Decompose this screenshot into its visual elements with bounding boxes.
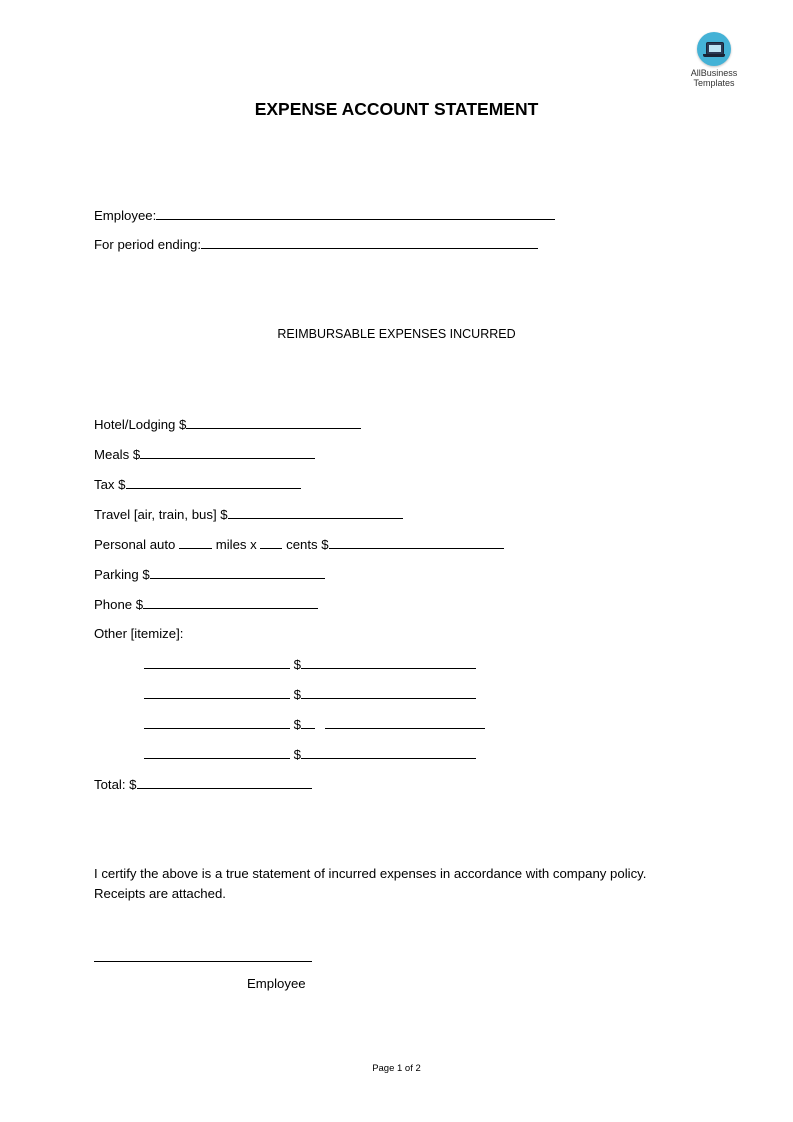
other-item-desc-blank[interactable] <box>144 716 290 729</box>
total-blank[interactable] <box>137 776 312 789</box>
section-heading: REIMBURSABLE EXPENSES INCURRED <box>277 327 516 341</box>
tax-blank[interactable] <box>126 476 301 489</box>
dollar-sign: $ <box>293 717 302 732</box>
cents-label: cents $ <box>286 537 329 552</box>
other-heading: Other [itemize]: <box>94 626 184 641</box>
travel-blank[interactable] <box>228 506 403 519</box>
parking-row <box>94 566 325 583</box>
total-label: Total: $ <box>94 777 137 792</box>
period-field <box>94 236 538 253</box>
certification-line-1: I certify the above is a true statement of incurred expenses in accordance with company policy. <box>94 866 647 881</box>
tax-row <box>94 476 301 493</box>
employee-label: Employee: <box>94 208 157 223</box>
other-item-short-blank[interactable] <box>301 716 315 729</box>
tax-label: Tax $ <box>94 477 126 492</box>
travel-label: Travel [air, train, bus] $ <box>94 507 228 522</box>
other-item-row <box>144 716 485 733</box>
dollar-sign: $ <box>293 657 302 672</box>
dollar-sign: $ <box>293 747 302 762</box>
meals-label: Meals $ <box>94 447 141 462</box>
logo-line-2: Templates <box>693 78 735 88</box>
other-item-row <box>144 686 476 703</box>
signature-line[interactable] <box>94 961 312 962</box>
page-number: Page 1 of 2 <box>372 1063 421 1074</box>
hotel-row <box>94 416 361 433</box>
hotel-label: Hotel/Lodging $ <box>94 417 187 432</box>
parking-blank[interactable] <box>150 566 325 579</box>
total-row <box>94 776 312 793</box>
other-item-row <box>144 746 476 763</box>
dollar-sign: $ <box>293 687 302 702</box>
laptop-icon <box>697 32 731 66</box>
personal-auto-amount-blank[interactable] <box>329 536 504 549</box>
other-item-row <box>144 656 476 673</box>
logo-line-1: AllBusiness <box>690 68 738 78</box>
other-item-desc-blank[interactable] <box>144 746 290 759</box>
signature-label: Employee <box>247 976 306 991</box>
miles-label: miles x <box>215 537 257 552</box>
other-item-amount-blank[interactable] <box>301 656 476 669</box>
meals-blank[interactable] <box>140 446 315 459</box>
phone-row <box>94 596 318 613</box>
meals-row <box>94 446 315 463</box>
employee-blank[interactable] <box>156 207 555 220</box>
period-blank[interactable] <box>201 236 538 249</box>
other-item-amount-blank[interactable] <box>301 746 476 759</box>
document-title: EXPENSE ACCOUNT STATEMENT <box>254 99 539 119</box>
period-label: For period ending: <box>94 237 202 252</box>
other-item-amount-blank[interactable] <box>301 686 476 699</box>
cents-blank[interactable] <box>260 536 282 549</box>
logo-text <box>682 68 746 88</box>
personal-auto-row <box>94 536 504 553</box>
hotel-blank[interactable] <box>186 416 361 429</box>
phone-label: Phone $ <box>94 597 144 612</box>
other-item-desc-blank[interactable] <box>144 656 290 669</box>
miles-blank[interactable] <box>179 536 212 549</box>
other-item-desc-blank[interactable] <box>144 686 290 699</box>
other-item-amount-blank[interactable] <box>325 716 485 729</box>
phone-blank[interactable] <box>143 596 318 609</box>
parking-label: Parking $ <box>94 567 150 582</box>
certification-line-2: Receipts are attached. <box>94 886 226 901</box>
employee-field <box>94 207 555 224</box>
travel-row <box>94 506 403 523</box>
personal-auto-label: Personal auto <box>94 537 176 552</box>
company-logo <box>682 32 746 88</box>
